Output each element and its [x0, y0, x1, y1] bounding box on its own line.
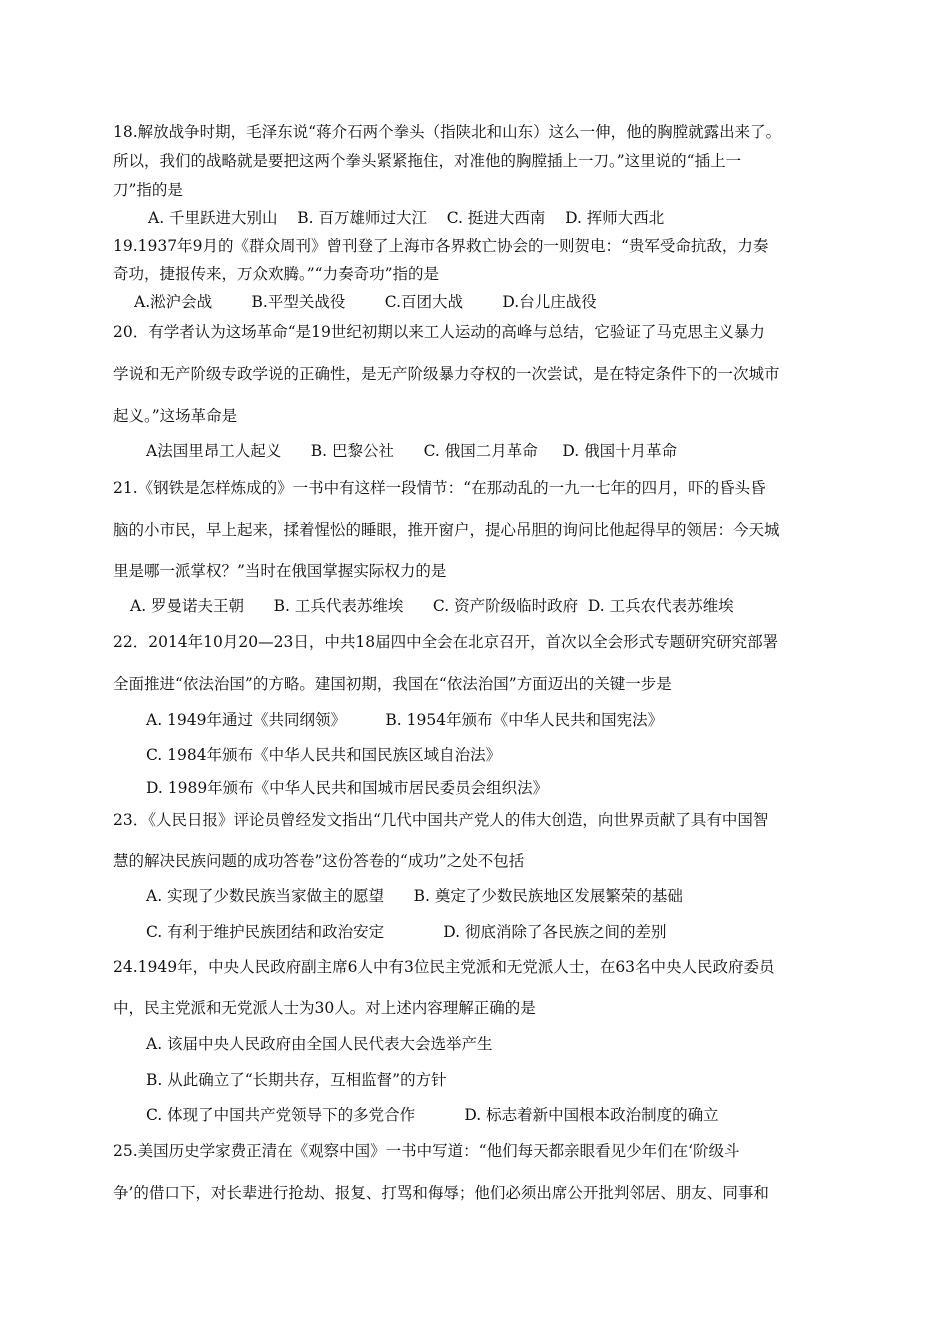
q20-stem-line-3: 起义。”这场革命是	[113, 407, 238, 425]
q23-options-ab: A. 实现了少数民族当家做主的愿望 B. 奠定了少数民族地区发展繁荣的基础	[146, 887, 683, 905]
q20-stem-line-2: 学说和无产阶级专政学说的正确性，是无产阶级暴力夺权的一次尝试，是在特定条件下的一次城市	[113, 365, 780, 383]
q21-stem-line-1: 21.《钢铁是怎样炼成的》一书中有这样一段情节：“在那动乱的一九一七年的四月，吓的昏头昏	[113, 479, 766, 497]
q22-stem-line-1: 22．2014年10月20—23日，中共18届四中全会在北京召开，首次以全会形式专题研究研究部署	[113, 633, 779, 651]
q24-stem-line-2: 中，民主党派和无党派人士为30人。对上述内容理解正确的是	[113, 999, 536, 1017]
q18-stem-line-1: 18.解放战争时期，毛泽东说“蒋介石两个拳头（指陕北和山东）这么一伸，他的胸膛就露出来了。	[113, 123, 782, 141]
q19-options: A.淞沪会战 B.平型关战役 C.百团大战 D.台儿庄战役	[134, 293, 597, 311]
q21-stem-line-2: 脑的小市民，早上起来，揉着惺忪的睡眼，推开窗户，提心吊胆的询问比他起得早的领居：今天城	[113, 521, 780, 539]
q23-options-cd: C. 有利于维护民族团结和政治安定 D. 彻底消除了各民族之间的差别	[146, 923, 667, 941]
q18-options: A. 千里跃进大别山 B. 百万雄师过大江 C. 挺进大西南 D. 挥师大西北	[148, 209, 665, 227]
q24-option-b: B. 从此确立了“长期共存，互相监督”的方针	[146, 1071, 447, 1089]
q24-options-cd: C. 体现了中国共产党领导下的多党合作 D. 标志着新中国根本政治制度的确立	[146, 1106, 719, 1124]
q25-stem-line-1: 25.美国历史学家费正清在《观察中国》一书中写道：“他们每天都亲眼看见少年们在‘阶级斗	[113, 1142, 740, 1160]
q19-stem-line-2: 奇功，捷报传来，万众欢腾。”“力奏奇功”指的是	[113, 265, 440, 283]
q24-option-a: A. 该届中央人民政府由全国人民代表大会选举产生	[146, 1035, 493, 1053]
q25-stem-line-2: 争’的借口下，对长辈进行抢劫、报复、打骂和侮辱；他们必须出席公开批判邻居、朋友、同事和	[113, 1184, 769, 1202]
q23-stem-line-1: 23．《人民日报》评论员曾经发文指出“几代中国共产党人的伟大创造，向世界贡献了具有中国智	[113, 811, 769, 829]
q22-option-c: C. 1984年颁布《中华人民共和国民族区域自治法》	[146, 746, 502, 764]
q21-options: A. 罗曼诺夫王朝 B. 工兵代表苏维埃 C. 资产阶级临时政府 D. 工兵农代表苏维埃	[130, 597, 734, 615]
q22-stem-line-2: 全面推进“依法治国”的方略。建国初期，我国在“依法治国”方面迈出的关键一步是	[113, 675, 672, 693]
q18-stem-line-3: 刀”指的是	[113, 181, 183, 199]
q21-stem-line-3: 里是哪一派掌权？”当时在俄国掌握实际权力的是	[113, 562, 447, 580]
q18-stem-line-2: 所以，我们的战略就是要把这两个拳头紧紧拖住，对准他的胸膛插上一刀。”这里说的“插上一	[113, 152, 742, 170]
q22-options-ab: A. 1949年通过《共同纲领》 B. 1954年颁布《中华人民共和国宪法》	[146, 711, 664, 729]
q19-stem-line-1: 19.1937年9月的《群众周刊》曾刊登了上海市各界救亡协会的一则贺电：“贵军受命抗敌，力奏	[113, 237, 769, 255]
q24-stem-line-1: 24.1949年，中央人民政府副主席6人中有3位民主党派和无党派人士，在63名中央人民政府委员	[113, 958, 775, 976]
q20-stem-line-1: 20．有学者认为这场革命“是19世纪初期以来工人运动的高峰与总结，它验证了马克思主义暴力	[113, 323, 765, 341]
q20-options: A法国里昂工人起义 B. 巴黎公社 C. 俄国二月革命 D. 俄国十月革命	[146, 442, 678, 460]
q23-stem-line-2: 慧的解决民族问题的成功答卷”这份答卷的“成功”之处不包括	[113, 852, 525, 870]
q22-option-d: D. 1989年颁布《中华人民共和国城市居民委员会组织法》	[146, 779, 549, 797]
